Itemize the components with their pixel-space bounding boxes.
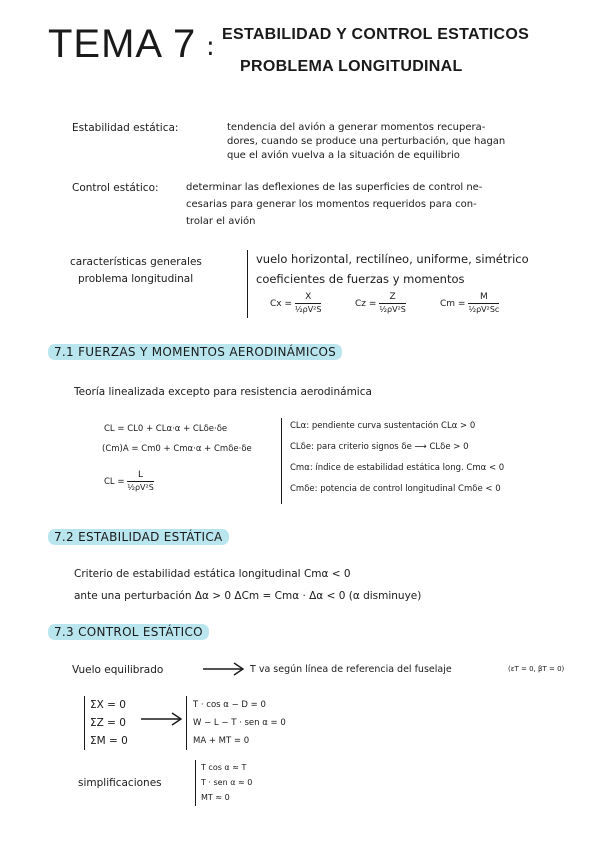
cx-fraction: $\frac{X}{\text{½ρV²S}}$ xyxy=(294,292,322,314)
estabilidad-line-3: que el avión vuelva a la situación de equilibrio xyxy=(227,150,460,161)
cz-formula xyxy=(355,292,406,315)
generales-label-1: características generales xyxy=(70,256,202,268)
cz-fraction: $\frac{Z}{\text{½ρV²S}}$ xyxy=(379,292,406,314)
control-line-3: trolar el avión xyxy=(186,216,256,227)
s71-eq-cm: (Cm)A = Cm0 + Cmα·α + Cmδe·δe xyxy=(102,444,252,454)
eq-m: MA + MT = 0 xyxy=(193,736,250,746)
sum-m: ΣM = 0 xyxy=(90,735,128,747)
title-line-2: PROBLEMA LONGITUDINAL xyxy=(240,58,463,75)
generales-item-2: coeficientes de fuerzas y momentos xyxy=(256,272,465,286)
s73-vuelo-label: Vuelo equilibrado xyxy=(72,664,164,676)
s71-note-1: CLα: pendiente curva sustentación CLα > 0 xyxy=(290,421,476,431)
s73-vuelo-cond: (εT = 0, βT = 0) xyxy=(508,665,565,673)
cx-lhs: Cx = xyxy=(270,299,293,309)
cz-lhs: Cz = xyxy=(355,299,377,309)
s71-note-2: CLδe: para criterio signos δe ⟶ CLδe > 0 xyxy=(290,442,469,452)
generales-item-1: vuelo horizontal, rectilíneo, uniforme, simétrico xyxy=(256,252,529,266)
section-7-2-heading: 7.2 ESTABILIDAD ESTÁTICA xyxy=(48,529,229,545)
s71-note-4: Cmδe: potencia de control longitudinal Cmδe < 0 xyxy=(290,484,501,494)
sum-x: ΣX = 0 xyxy=(90,699,126,711)
tema-title: TEMA 7 xyxy=(48,22,197,66)
estabilidad-line-2: dores, cuando se produce una perturbación, que hagan xyxy=(227,136,506,147)
control-line-1: determinar las deflexiones de las superficies de control ne- xyxy=(186,182,483,193)
eq-x: T · cos α − D = 0 xyxy=(193,700,266,710)
generales-brace xyxy=(247,250,248,318)
s71-eq-cl: CL = CL0 + CLα·α + CLδe·δe xyxy=(104,424,228,434)
estabilidad-line-1: tendencia del avión a generar momentos recupera- xyxy=(227,122,486,133)
cl-lhs: CL = xyxy=(104,477,125,487)
estabilidad-label: Estabilidad estática: xyxy=(72,122,179,134)
title-line-1: ESTABILIDAD Y CONTROL ESTATICOS xyxy=(222,26,530,43)
s72-line-1: Criterio de estabilidad estática longitudinal Cmα < 0 xyxy=(74,568,351,580)
s73-vuelo-rest: T va según línea de referencia del fuselaje xyxy=(250,664,452,675)
generales-label-2: problema longitudinal xyxy=(78,273,194,285)
section-7-3-heading: 7.3 CONTROL ESTÁTICO xyxy=(48,624,209,640)
arrow-right-icon xyxy=(140,711,184,727)
arrow-right-icon xyxy=(202,661,246,677)
s71-cl-def xyxy=(104,470,154,493)
cm-fraction: $\frac{M}{\text{½ρV²Sc}}$ xyxy=(468,292,500,314)
control-label: Control estático: xyxy=(72,182,159,194)
title-colon: : xyxy=(206,32,215,62)
sums-brace xyxy=(84,696,85,750)
sum-z: ΣZ = 0 xyxy=(90,717,126,729)
cm-lhs: Cm = xyxy=(440,299,466,309)
eqs-brace xyxy=(186,696,187,750)
s72-line-2: ante una perturbación Δα > 0 ΔCm = Cmα · Δα < 0 (α disminuye) xyxy=(74,590,422,602)
cx-formula xyxy=(270,292,321,315)
cm-formula xyxy=(440,292,499,315)
s71-intro: Teoría linealizada excepto para resistencia aerodinámica xyxy=(74,386,372,398)
s71-note-3: Cmα: índice de estabilidad estática long. Cmα < 0 xyxy=(290,463,505,473)
section-7-1-heading: 7.1 FUERZAS Y MOMENTOS AERODINÁMICOS xyxy=(48,344,342,360)
s71-brace xyxy=(281,418,282,504)
cl-fraction: $\frac{L}{\text{½ρV²S}}$ xyxy=(127,470,154,492)
simplificaciones-label: simplificaciones xyxy=(78,777,162,789)
simpl-3: MT ≈ 0 xyxy=(201,793,230,802)
control-line-2: cesarias para generar los momentos requeridos para con- xyxy=(186,199,477,210)
simpl-1: T cos α ≈ T xyxy=(201,763,247,772)
simpl-2: T · sen α ≈ 0 xyxy=(201,778,253,787)
simpl-brace xyxy=(195,760,196,806)
eq-z: W − L − T · sen α = 0 xyxy=(193,718,286,728)
